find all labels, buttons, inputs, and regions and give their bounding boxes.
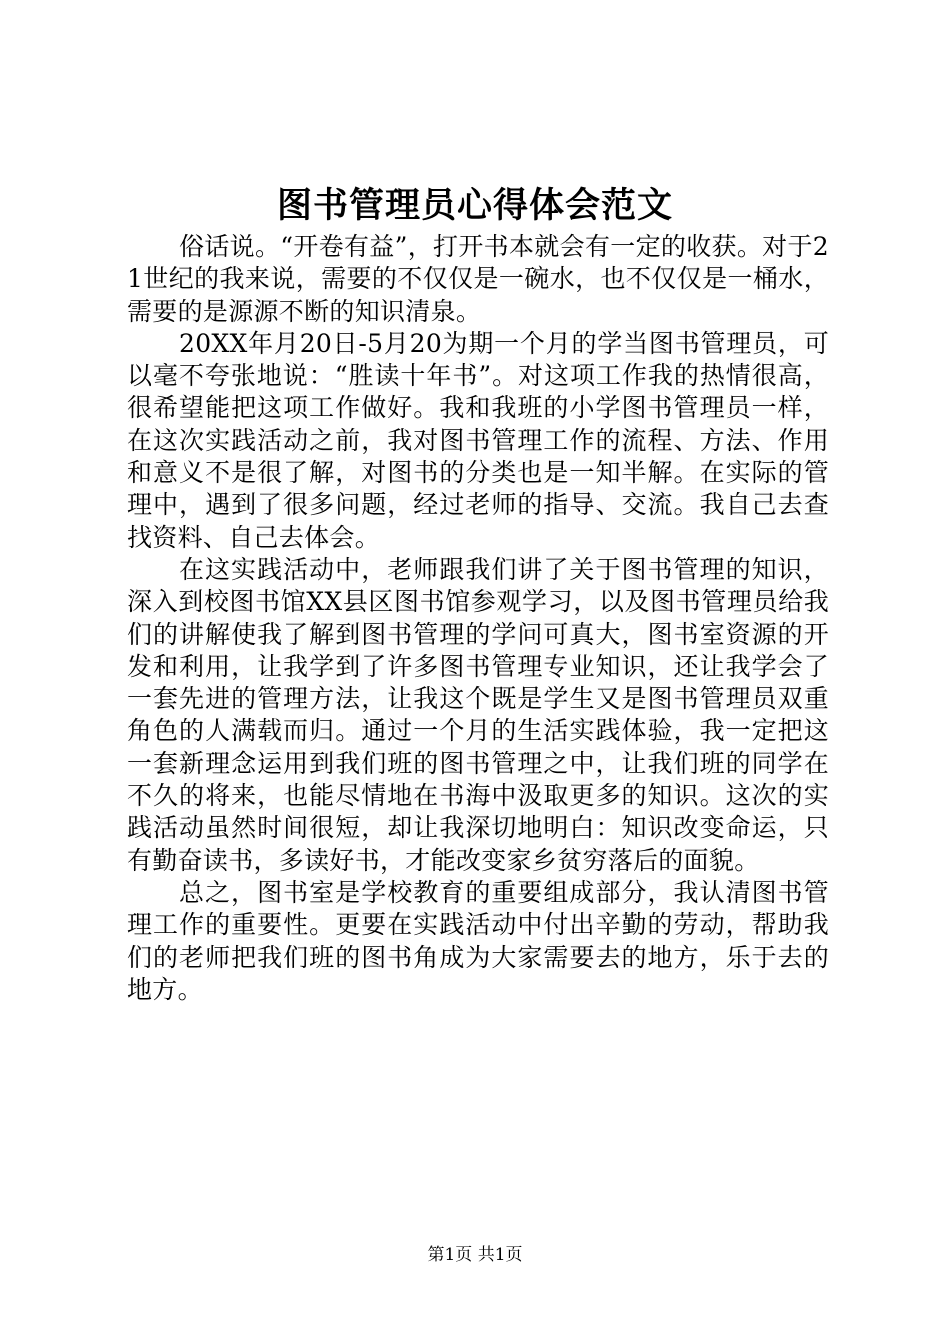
page-footer: 第1页 共1页: [427, 1245, 523, 1265]
paragraph-4: 总之，图书室是学校教育的重要组成部分，我认清图书管理工作的重要性。更要在实践活动中付出辛勤的劳动，帮助我们的老师把我们班的图书角成为大家需要去的地方，乐于去的地方。: [127, 877, 829, 1004]
paragraph-1: 俗话说。“开卷有益”，打开书本就会有一定的收获。对于21世纪的我来说，需要的不仅仅是一碗水，也不仅仅是一桶水，需要的是源源不断的知识清泉。: [127, 232, 829, 326]
paragraph-3: 在这实践活动中，老师跟我们讲了关于图书管理的知识，深入到校图书馆XX县区图书馆参观学习，以及图书管理员给我们的讲解使我了解到图书管理的学问可真大，图书室资源的开发和利用，让我学到了许多图书管理专业知识，还让我学会了一套先进的管理方法，让我这个既是学生又是图书管理员双重角色的人满载而归。通过一个月的生活实践体验，我一定把这一套新理念运用到我们班的图书管理之中，让我们班的同学在不久的将来，也能尽情地在书海中汲取更多的知识。这次的实践活动虽然时间很短，却让我深切地明白：知识改变命运，只有勤奋读书，多读好书，才能改变家乡贫穷落后的面貌。: [127, 554, 829, 875]
document-title: 图书管理员心得体会范文: [276, 185, 673, 226]
paragraph-2: 20XX年月20日-5月20为期一个月的学当图书管理员，可以毫不夸张地说：“胜读十年书”。对这项工作我的热情很高，很希望能把这项工作做好。我和我班的小学图书管理员一样，在这次实践活动之前，我对图书管理工作的流程、方法、作用和意义不是很了解，对图书的分类也是一知半解。在实际的管理中，遇到了很多问题，经过老师的指导、交流。我自己去查找资料、自己去体会。: [127, 328, 829, 552]
document-body: [127, 231, 829, 1006]
